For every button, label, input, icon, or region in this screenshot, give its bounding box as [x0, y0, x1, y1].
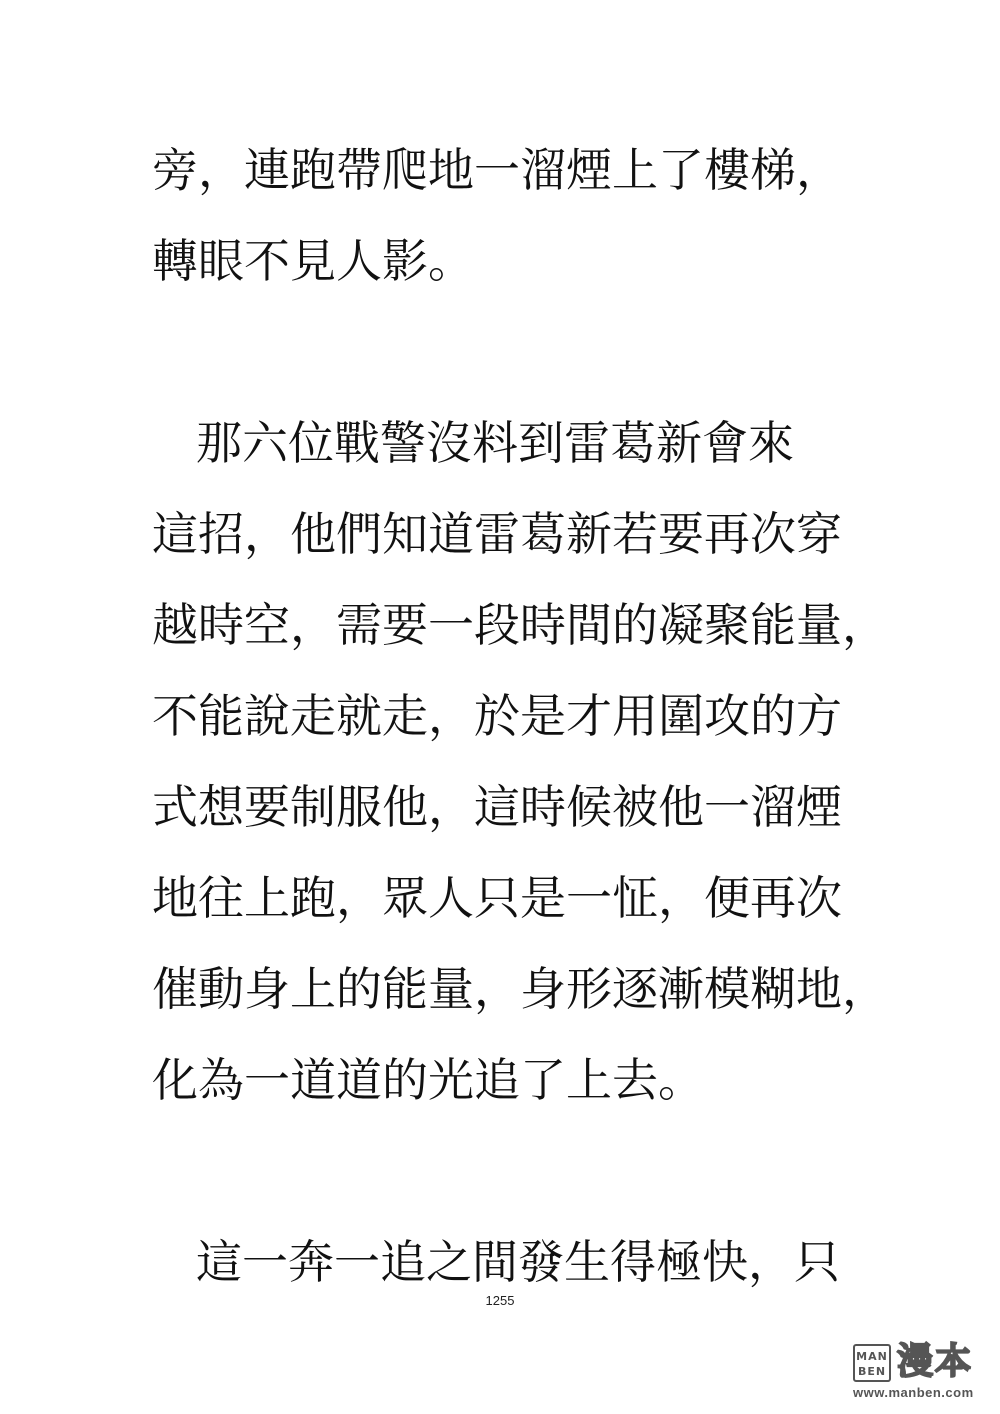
text-line: 這招，他們知道雷葛新若要再次穿: [152, 507, 842, 561]
text-line: 地往上跑，眾人只是一怔，便再次: [152, 871, 842, 925]
text-line: 越時空，需要一段時間的凝聚能量，: [152, 598, 888, 652]
badge-top-text: MAN: [856, 1350, 888, 1363]
text-line: 催動身上的能量，身形逐漸模糊地，: [152, 962, 888, 1016]
page-body: [152, 143, 912, 1330]
text-line: 化為一道道的光追了上去。: [152, 1053, 704, 1107]
manben-badge-icon: [853, 1344, 891, 1382]
page-number: 1255: [485, 1293, 515, 1308]
text-line: 不能說走就走，於是才用圍攻的方: [152, 689, 842, 743]
blank-line: [152, 1148, 912, 1194]
paragraph-start-line: 那六位戰警沒料到雷葛新會來: [196, 416, 794, 470]
watermark-url: www.manben.com: [853, 1385, 974, 1400]
paragraph-start-line: 這一奔一追之間發生得極快，只: [196, 1235, 840, 1289]
text-line: 式想要制服他，這時候被他一溜煙: [152, 780, 842, 834]
text-line: 旁，連跑帶爬地一溜煙上了樓梯，: [152, 143, 842, 197]
text-line: 轉眼不見人影。: [152, 234, 474, 288]
badge-bottom-text: BEN: [857, 1365, 887, 1378]
manben-watermark-logo: [847, 1340, 993, 1402]
watermark-title: 漫本: [897, 1341, 974, 1382]
blank-line: [152, 329, 912, 375]
